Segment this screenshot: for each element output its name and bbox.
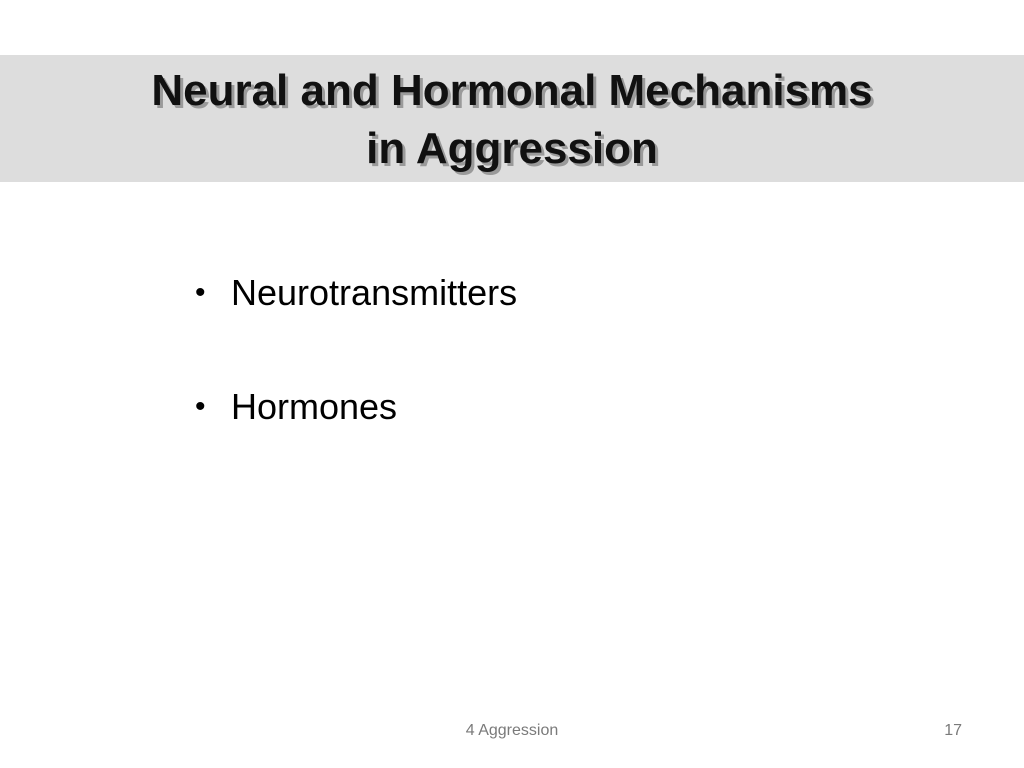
- footer-text: 4 Aggression: [465, 722, 559, 739]
- bullet-text: Hormones: [231, 386, 398, 427]
- bullet-item-hormones: [195, 384, 517, 430]
- slide-title: [0, 62, 1024, 178]
- bullet-icon: •: [195, 390, 206, 423]
- bullet-icon: •: [195, 276, 206, 309]
- bullet-text: Neurotransmitters: [231, 272, 518, 313]
- bullet-item-neurotransmitters: [195, 270, 517, 316]
- bullet-list: [195, 270, 517, 498]
- slide-title-line-2: in Aggression: [366, 124, 658, 173]
- page-number: 17: [944, 722, 962, 739]
- slide-title-line-1: Neural and Hormonal Mechanisms: [151, 66, 873, 115]
